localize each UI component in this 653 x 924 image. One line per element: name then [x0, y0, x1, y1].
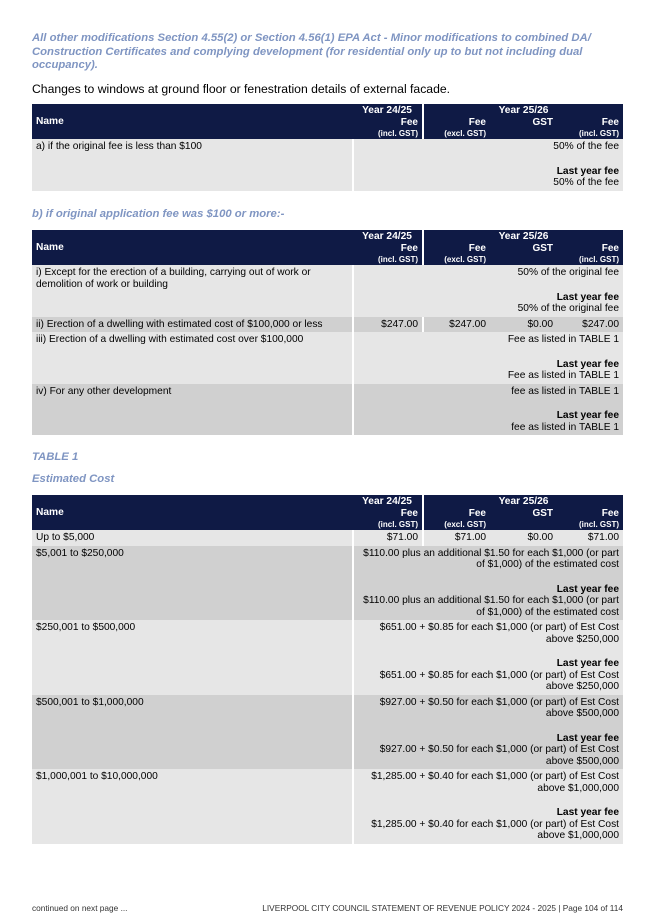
row-name: i) Except for the erection of a building, carrying out of work or demolition of work or building: [32, 265, 352, 317]
col-header-gst: GST: [490, 508, 557, 530]
row-name: $250,001 to $500,000: [32, 620, 352, 695]
row-fee-excl: $247.00: [422, 317, 490, 333]
col-header-gst: GST: [490, 117, 557, 139]
row-fee-incl: $71.00: [557, 530, 623, 546]
footer-page-info: LIVERPOOL CITY COUNCIL STATEMENT OF REVENUE POLICY 2024 - 2025 | Page 104 of 114: [262, 903, 623, 913]
row-fee-prev: $247.00: [352, 317, 422, 333]
col-header-fee-excl: Fee (excl. GST): [422, 243, 490, 265]
footer-continued: continued on next page ...: [32, 903, 128, 913]
table-row: [32, 769, 623, 844]
col-header-year-prev: Year 24/25: [352, 495, 422, 508]
table-row: [32, 139, 623, 191]
row-fee-prev: $71.00: [352, 530, 422, 546]
col-header-fee-incl-prev: Fee (incl. GST): [352, 117, 422, 139]
row-name: a) if the original fee is less than $100: [32, 139, 352, 191]
fee-table-estimated-cost: [32, 495, 623, 844]
row-name: iii) Erection of a dwelling with estimated cost over $100,000: [32, 332, 352, 384]
col-header-year-curr: Year 25/26: [422, 495, 623, 508]
row-fee: $1,285.00 + $0.40 for each $1,000 (or part) of Est Cost above $1,000,000 Last year fee $1,285.00 + $0.40 for each $1,000 (or part) of Est Cost above $1,000,000: [352, 769, 623, 844]
table-row: [32, 317, 623, 333]
table-row: [32, 530, 623, 546]
col-header-year-curr: Year 25/26: [422, 104, 623, 117]
table-row: [32, 384, 623, 436]
section-heading-b: b) if original application fee was $100 or more:-: [32, 208, 285, 220]
row-fee: $927.00 + $0.50 for each $1,000 (or part) of Est Cost above $500,000 Last year fee $927.00 + $0.50 for each $1,000 (or part) of Est Cost above $500,000: [352, 695, 623, 770]
row-fee: Fee as listed in TABLE 1 Last year fee Fee as listed in TABLE 1: [352, 332, 623, 384]
table-row: [32, 546, 623, 621]
col-header-name: Name: [32, 495, 352, 530]
col-header-fee-excl: Fee (excl. GST): [422, 117, 490, 139]
table1-heading: TABLE 1: [32, 451, 79, 463]
col-header-fee-excl: Fee (excl. GST): [422, 508, 490, 530]
row-name: $1,000,001 to $10,000,000: [32, 769, 352, 844]
table-row: [32, 265, 623, 317]
col-header-year-prev: Year 24/25: [352, 104, 422, 117]
row-gst: $0.00: [490, 317, 557, 333]
row-fee: fee as listed in TABLE 1 Last year fee fee as listed in TABLE 1: [352, 384, 623, 436]
col-header-fee-incl-prev: Fee (incl. GST): [352, 508, 422, 530]
table-row: [32, 695, 623, 770]
col-header-fee-incl-prev: Fee (incl. GST): [352, 243, 422, 265]
col-header-year-prev: Year 24/25: [352, 230, 422, 243]
row-name: $5,001 to $250,000: [32, 546, 352, 621]
table1-subheading: Estimated Cost: [32, 473, 115, 485]
row-fee: 50% of the fee Last year fee 50% of the fee: [352, 139, 623, 191]
col-header-fee-incl: Fee (incl. GST): [557, 117, 623, 139]
row-name: ii) Erection of a dwelling with estimated cost of $100,000 or less: [32, 317, 352, 333]
col-header-gst: GST: [490, 243, 557, 265]
col-header-fee-incl: Fee (incl. GST): [557, 508, 623, 530]
section-subheading: Changes to windows at ground floor or fenestration details of external facade.: [32, 82, 451, 96]
col-header-year-curr: Year 25/26: [422, 230, 623, 243]
row-fee: $651.00 + $0.85 for each $1,000 (or part) of Est Cost above $250,000 Last year fee $651.00 + $0.85 for each $1,000 (or part) of Est Cost above $250,000: [352, 620, 623, 695]
col-header-name: Name: [32, 230, 352, 265]
row-fee: $110.00 plus an additional $1.50 for each $1,000 (or part of $1,000) of the estimated cost Last year fee $110.00 plus an additional $1.50 for each $1,000 (or part of $1,000) of the estimated cost: [352, 546, 623, 621]
table-row: [32, 332, 623, 384]
row-name: iv) For any other development: [32, 384, 352, 436]
table-row: [32, 620, 623, 695]
fee-table-b: [32, 230, 623, 435]
row-fee: 50% of the original fee Last year fee 50% of the original fee: [352, 265, 623, 317]
row-name: Up to $5,000: [32, 530, 352, 546]
col-header-name: Name: [32, 104, 352, 139]
row-name: $500,001 to $1,000,000: [32, 695, 352, 770]
section-heading: All other modifications Section 4.55(2) or Section 4.56(1) EPA Act - Minor modifications to combined DA/ Construction Certificates and complying development (for residential only up to but not including dual occupancy).: [32, 32, 591, 71]
fee-table-a: [32, 104, 623, 191]
row-gst: $0.00: [490, 530, 557, 546]
row-fee-excl: $71.00: [422, 530, 490, 546]
col-header-fee-incl: Fee (incl. GST): [557, 243, 623, 265]
row-fee-incl: $247.00: [557, 317, 623, 333]
